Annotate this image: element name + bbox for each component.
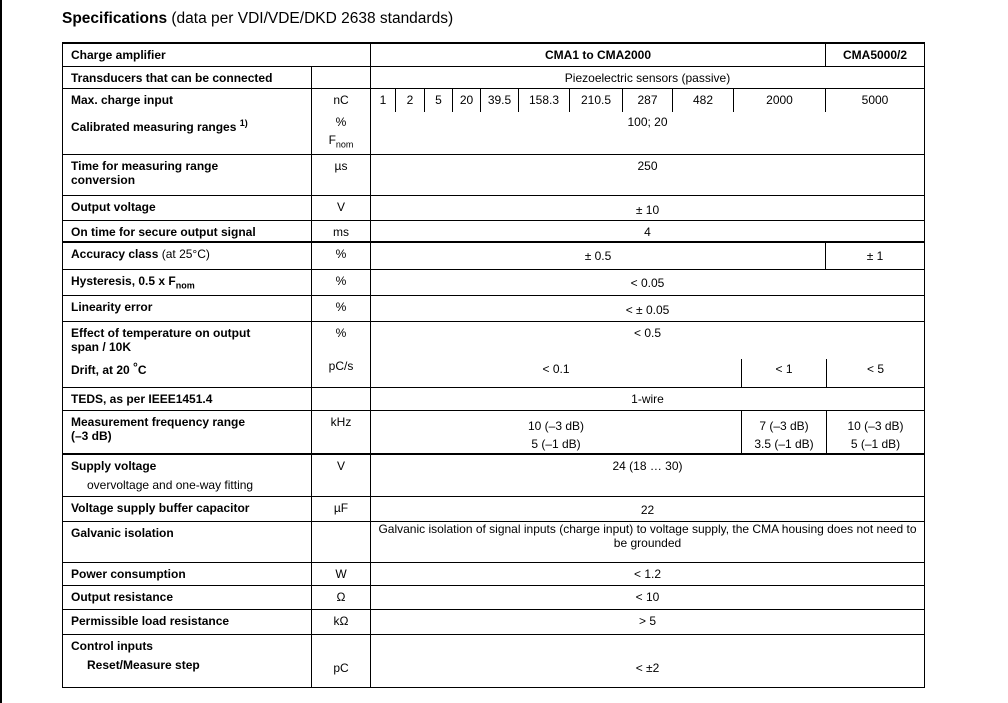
charge-value: 158.3 [519,89,570,112]
value-output-voltage: ± 10 [635,203,660,217]
row-teds [63,388,924,411]
value-hysteresis: < 0.05 [630,276,665,290]
param-drift-c: C [137,363,147,377]
frequency-mid-line2: 3.5 (–1 dB) [754,437,814,451]
param-supply-line1: Supply voltage [71,459,157,473]
unit-nc: nC [333,93,349,107]
param-on-time: On time for secure output signal [63,221,312,241]
header-charge-amplifier: Charge amplifier [63,44,371,66]
footnote-1-marker: 1) [239,118,248,128]
charge-value: 1 [371,89,396,112]
unit-galvanic [312,522,371,562]
param-cell-temp-drift [63,322,312,387]
unit-us: µs [312,155,371,195]
frequency-main-line1: 10 (–3 dB) [527,419,585,433]
value-drift-mid: < 1 [741,359,826,387]
charge-value: 2 [396,89,425,112]
unit-khz: kHz [312,411,371,453]
unit-ms: ms [312,221,371,241]
value-output-resistance: < 10 [635,590,660,604]
unit-ohm: Ω [312,586,371,609]
charge-value: 5000 [861,93,889,107]
param-accuracy-note: (at 25°C) [158,247,210,261]
row-on-time [63,221,924,243]
row-control-inputs [63,635,924,687]
param-hysteresis-text: Hysteresis, 0.5 x F [71,274,176,288]
row-transducers [63,67,924,89]
row-output-resistance [63,586,924,610]
unit-percent: % [335,115,347,129]
value-reset-measure: < ±2 [635,661,660,675]
title-note: (data per VDI/VDE/DKD 2638 standards) [167,10,454,27]
unit-percent-accuracy: % [312,243,371,269]
value-drift-right: < 5 [826,359,924,387]
param-max-charge-input: Max. charge input [71,93,174,107]
drift-values-row [371,359,924,387]
value-frequency-mid [741,411,826,453]
unit-fnom-base: F [328,133,336,147]
value-cell-frequency [371,411,924,453]
value-accuracy-main: ± 0.5 [371,243,826,269]
value-on-time: 4 [644,225,651,239]
param-frequency-line2: (–3 dB) [71,429,112,443]
param-calibrated-ranges [63,112,311,134]
param-drift-text: Drift, at 20 [71,363,134,377]
degree-symbol: ° [133,360,138,374]
charge-value: 5 [425,89,453,112]
title-main: Specifications [62,10,168,27]
value-cell-accuracy [371,243,924,269]
param-accuracy-bold: Accuracy class [71,247,159,261]
frequency-mid-line1: 7 (–3 dB) [759,419,809,433]
frequency-right-line2: 5 (–1 dB) [850,437,901,451]
param-output-voltage: Output voltage [63,196,312,220]
param-control-line1: Control inputs [71,639,153,653]
charge-value: 20 [453,89,481,112]
unit-percent-linearity: % [312,296,371,321]
charge-value: 39.5 [481,89,519,112]
value-buffer-capacitor: 22 [640,503,655,517]
unit-cell-charge [312,89,371,154]
frequency-main-line2: 5 (–1 dB) [531,437,581,451]
param-time-conversion [63,155,312,195]
row-hysteresis [63,270,924,296]
unit-percent-temp: % [335,326,347,340]
param-supply-line2: overvoltage and one-way fitting [87,478,254,492]
unit-cell-temp-drift [312,322,371,387]
specifications-table [62,42,925,688]
param-time-line2: conversion [71,173,136,187]
row-galvanic-isolation [63,522,924,563]
unit-pc: pC [312,635,371,687]
unit-pcs: pC/s [328,359,354,373]
param-frequency-line1: Measurement frequency range [71,415,246,429]
header-cma1-to-cma2000: CMA1 to CMA2000 [371,44,826,66]
param-galvanic: Galvanic isolation [63,522,312,562]
row-supply-voltage [63,455,924,497]
unit-kohm: kΩ [312,610,371,634]
param-temp-effect [63,322,311,359]
param-calibrated-text: Calibrated measuring ranges [71,120,240,134]
value-frequency-right [826,411,924,453]
row-max-charge-input [63,89,924,155]
value-cell-temp-drift [371,322,924,387]
value-supply-voltage: 24 (18 … 30) [612,459,683,473]
param-control-inputs [63,635,312,687]
row-accuracy-class [63,243,924,270]
unit-fnom [312,133,370,151]
page-left-border [0,0,2,703]
value-galvanic: Galvanic isolation of signal inputs (charge input) to voltage supply, the CMA housing does not need to be grounded [378,522,917,550]
value-linearity: < ± 0.05 [625,303,670,317]
param-power: Power consumption [63,563,312,585]
value-time-conversion: 250 [637,159,658,173]
row-temp-effect-drift [63,322,924,388]
unit-w: W [312,563,371,585]
param-output-resistance: Output resistance [63,586,312,609]
row-output-voltage [63,196,924,221]
value-power: < 1.2 [633,567,662,581]
header-row [63,44,924,67]
page-title [62,10,453,28]
unit-percent-hysteresis: % [312,270,371,295]
param-reset-measure-step: Reset/Measure step [87,658,200,672]
value-accuracy-right: ± 1 [866,249,884,263]
param-time-line1: Time for measuring range [71,159,219,173]
param-drift [63,359,311,377]
charge-value: 210.5 [570,89,623,112]
unit-teds [312,388,371,410]
value-cell-charge [371,89,924,154]
param-temp-line2: span / 10K [71,340,132,354]
param-temp-line1: Effect of temperature on output [71,326,251,340]
unit-uf: µF [312,497,371,521]
param-cell-charge [63,89,312,154]
charge-value: 482 [673,89,734,112]
frequency-right-line1: 10 (–3 dB) [847,419,904,433]
charge-value: 287 [623,89,673,112]
row-power-consumption [63,563,924,586]
value-temp-effect: < 0.5 [633,326,662,340]
value-teds: 1-wire [631,392,664,406]
param-frequency [63,411,312,453]
param-supply-voltage [63,455,312,496]
unit-fnom-sub: nom [335,139,354,150]
param-linearity: Linearity error [63,296,312,321]
row-load-resistance [63,610,924,635]
param-teds: TEDS, as per IEEE1451.4 [63,388,312,410]
param-hysteresis [63,270,312,295]
unit-v-supply: V [312,455,371,496]
param-accuracy-class [63,243,312,269]
param-load-resistance: Permissible load resistance [63,610,312,634]
value-drift-main: < 0.1 [542,362,570,376]
row-linearity [63,296,924,322]
row-time-conversion [63,155,924,196]
param-buffer-capacitor: Voltage supply buffer capacitor [63,497,312,521]
header-cma5000-2: CMA5000/2 [842,48,908,62]
charge-values-row [371,89,924,112]
value-transducers: Piezoelectric sensors (passive) [564,71,731,85]
row-frequency-range [63,411,924,455]
param-transducers: Transducers that can be connected [63,67,312,88]
row-buffer-capacitor [63,497,924,522]
param-hysteresis-sub: nom [175,280,195,291]
charge-value: 2000 [734,89,826,112]
value-frequency-main [371,411,741,453]
value-load-resistance: > 5 [638,614,656,628]
value-calibrated-ranges: 100; 20 [627,115,668,129]
unit-transducers [312,67,371,88]
unit-v: V [312,196,371,220]
